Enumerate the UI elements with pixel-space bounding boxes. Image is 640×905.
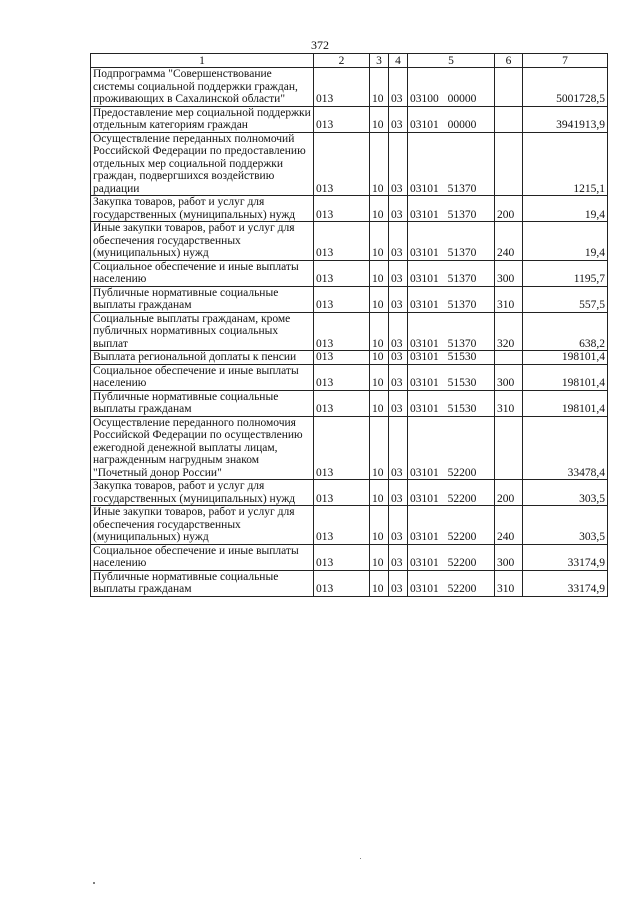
cell-amount: 1215,1 [523, 132, 608, 196]
cell-target-article: 03101 51370 [408, 312, 495, 351]
cell-name: Предоставление мер социальной поддержки отдельным категориям граждан [91, 106, 314, 132]
cell-expense-type: 310 [495, 390, 523, 416]
column-header: 7 [523, 54, 608, 68]
cell-amount: 638,2 [523, 312, 608, 351]
cell-amount: 1195,7 [523, 260, 608, 286]
cell-subsection: 03 [389, 544, 408, 570]
column-header: 4 [389, 54, 408, 68]
cell-amount: 198101,4 [523, 351, 608, 365]
cell-section: 10 [370, 222, 389, 261]
cell-ministry: 013 [314, 390, 370, 416]
cell-name: Осуществление переданных полномочий Российской Федерации по предоставлению отдельных мер социальной поддержки граждан, подвергшихся воздействию радиации [91, 132, 314, 196]
cell-ministry: 013 [314, 196, 370, 222]
cell-ministry: 013 [314, 351, 370, 365]
cell-section: 10 [370, 286, 389, 312]
table-row [91, 506, 608, 545]
cell-name: Публичные нормативные социальные выплаты гражданам [91, 390, 314, 416]
cell-expense-type: 310 [495, 286, 523, 312]
cell-amount: 3941913,9 [523, 106, 608, 132]
cell-expense-type [495, 416, 523, 480]
cell-amount: 33174,9 [523, 544, 608, 570]
cell-ministry: 013 [314, 222, 370, 261]
scan-speck [360, 858, 361, 859]
cell-name: Социальное обеспечение и иные выплаты населению [91, 544, 314, 570]
cell-section: 10 [370, 132, 389, 196]
cell-section: 10 [370, 351, 389, 365]
cell-expense-type [495, 351, 523, 365]
table-row [91, 222, 608, 261]
column-header: 6 [495, 54, 523, 68]
cell-ministry: 013 [314, 364, 370, 390]
cell-section: 10 [370, 196, 389, 222]
cell-subsection: 03 [389, 132, 408, 196]
cell-section: 10 [370, 570, 389, 596]
cell-target-article: 03101 00000 [408, 106, 495, 132]
scan-speck [93, 882, 95, 884]
cell-target-article: 03101 52200 [408, 570, 495, 596]
cell-target-article: 03101 51370 [408, 286, 495, 312]
cell-ministry: 013 [314, 260, 370, 286]
cell-name: Иные закупки товаров, работ и услуг для обеспечения государственных (муниципальных) нужд [91, 506, 314, 545]
cell-name: Социальное обеспечение и иные выплаты населению [91, 364, 314, 390]
cell-amount: 303,5 [523, 480, 608, 506]
cell-section: 10 [370, 506, 389, 545]
cell-expense-type: 240 [495, 222, 523, 261]
cell-amount: 303,5 [523, 506, 608, 545]
table-row [91, 68, 608, 107]
cell-subsection: 03 [389, 68, 408, 107]
cell-section: 10 [370, 106, 389, 132]
cell-name: Социальные выплаты гражданам, кроме публичных нормативных социальных выплат [91, 312, 314, 351]
cell-name: Осуществление переданного полномочия Российской Федерации по осуществлению ежегодной денежной выплаты лицам, награжденным нагрудным знаком "Почетный донор России" [91, 416, 314, 480]
cell-expense-type: 300 [495, 544, 523, 570]
table-row [91, 286, 608, 312]
page-number: 372 [311, 38, 329, 52]
column-header: 2 [314, 54, 370, 68]
cell-section: 10 [370, 364, 389, 390]
column-header: 1 [91, 54, 314, 68]
cell-expense-type: 200 [495, 480, 523, 506]
table-row [91, 416, 608, 480]
cell-amount: 19,4 [523, 196, 608, 222]
cell-name: Публичные нормативные социальные выплаты гражданам [91, 570, 314, 596]
cell-expense-type: 310 [495, 570, 523, 596]
header-row [91, 54, 608, 68]
table-row [91, 544, 608, 570]
cell-name: Социальное обеспечение и иные выплаты населению [91, 260, 314, 286]
cell-ministry: 013 [314, 286, 370, 312]
cell-amount: 198101,4 [523, 390, 608, 416]
cell-target-article: 03101 52200 [408, 416, 495, 480]
table-row [91, 196, 608, 222]
cell-section: 10 [370, 416, 389, 480]
cell-section: 10 [370, 390, 389, 416]
cell-target-article: 03101 51530 [408, 390, 495, 416]
table-body [91, 68, 608, 597]
cell-target-article: 03101 51370 [408, 222, 495, 261]
cell-section: 10 [370, 260, 389, 286]
cell-subsection: 03 [389, 364, 408, 390]
cell-subsection: 03 [389, 260, 408, 286]
table-row [91, 570, 608, 596]
cell-expense-type [495, 132, 523, 196]
table-row [91, 132, 608, 196]
column-header: 3 [370, 54, 389, 68]
cell-amount: 33174,9 [523, 570, 608, 596]
cell-section: 10 [370, 312, 389, 351]
table-row [91, 390, 608, 416]
cell-expense-type [495, 106, 523, 132]
cell-subsection: 03 [389, 480, 408, 506]
cell-name: Иные закупки товаров, работ и услуг для обеспечения государственных (муниципальных) нужд [91, 222, 314, 261]
cell-name: Закупка товаров, работ и услуг для государственных (муниципальных) нужд [91, 480, 314, 506]
cell-ministry: 013 [314, 416, 370, 480]
cell-name: Подпрограмма "Совершенствование системы социальной поддержки граждан, проживающих в Сахалинской области" [91, 68, 314, 107]
cell-name: Выплата региональной доплаты к пенсии [91, 351, 314, 365]
cell-section: 10 [370, 68, 389, 107]
table-row [91, 351, 608, 365]
cell-amount: 198101,4 [523, 364, 608, 390]
cell-target-article: 03101 51530 [408, 364, 495, 390]
cell-amount: 33478,4 [523, 416, 608, 480]
table-row [91, 260, 608, 286]
cell-name: Закупка товаров, работ и услуг для государственных (муниципальных) нужд [91, 196, 314, 222]
cell-ministry: 013 [314, 106, 370, 132]
cell-expense-type [495, 68, 523, 107]
cell-target-article: 03101 51530 [408, 351, 495, 365]
column-header: 5 [408, 54, 495, 68]
cell-target-article: 03101 51370 [408, 260, 495, 286]
cell-expense-type: 200 [495, 196, 523, 222]
cell-subsection: 03 [389, 390, 408, 416]
cell-subsection: 03 [389, 312, 408, 351]
cell-target-article: 03101 52200 [408, 480, 495, 506]
cell-ministry: 013 [314, 132, 370, 196]
cell-subsection: 03 [389, 506, 408, 545]
cell-ministry: 013 [314, 570, 370, 596]
table-row [91, 106, 608, 132]
cell-target-article: 03101 52200 [408, 544, 495, 570]
cell-target-article: 03101 52200 [408, 506, 495, 545]
table-row [91, 480, 608, 506]
cell-section: 10 [370, 480, 389, 506]
cell-subsection: 03 [389, 351, 408, 365]
cell-subsection: 03 [389, 286, 408, 312]
cell-ministry: 013 [314, 68, 370, 107]
cell-expense-type: 320 [495, 312, 523, 351]
cell-ministry: 013 [314, 480, 370, 506]
cell-subsection: 03 [389, 196, 408, 222]
cell-amount: 557,5 [523, 286, 608, 312]
cell-section: 10 [370, 544, 389, 570]
cell-subsection: 03 [389, 106, 408, 132]
cell-ministry: 013 [314, 312, 370, 351]
cell-expense-type: 240 [495, 506, 523, 545]
cell-ministry: 013 [314, 544, 370, 570]
cell-target-article: 03101 51370 [408, 196, 495, 222]
cell-target-article: 03100 00000 [408, 68, 495, 107]
cell-name: Публичные нормативные социальные выплаты гражданам [91, 286, 314, 312]
cell-amount: 19,4 [523, 222, 608, 261]
cell-expense-type: 300 [495, 260, 523, 286]
cell-expense-type: 300 [495, 364, 523, 390]
cell-subsection: 03 [389, 222, 408, 261]
cell-target-article: 03101 51370 [408, 132, 495, 196]
cell-amount: 5001728,5 [523, 68, 608, 107]
cell-subsection: 03 [389, 416, 408, 480]
cell-subsection: 03 [389, 570, 408, 596]
table-row [91, 312, 608, 351]
table-row [91, 364, 608, 390]
budget-table [90, 53, 608, 597]
cell-ministry: 013 [314, 506, 370, 545]
